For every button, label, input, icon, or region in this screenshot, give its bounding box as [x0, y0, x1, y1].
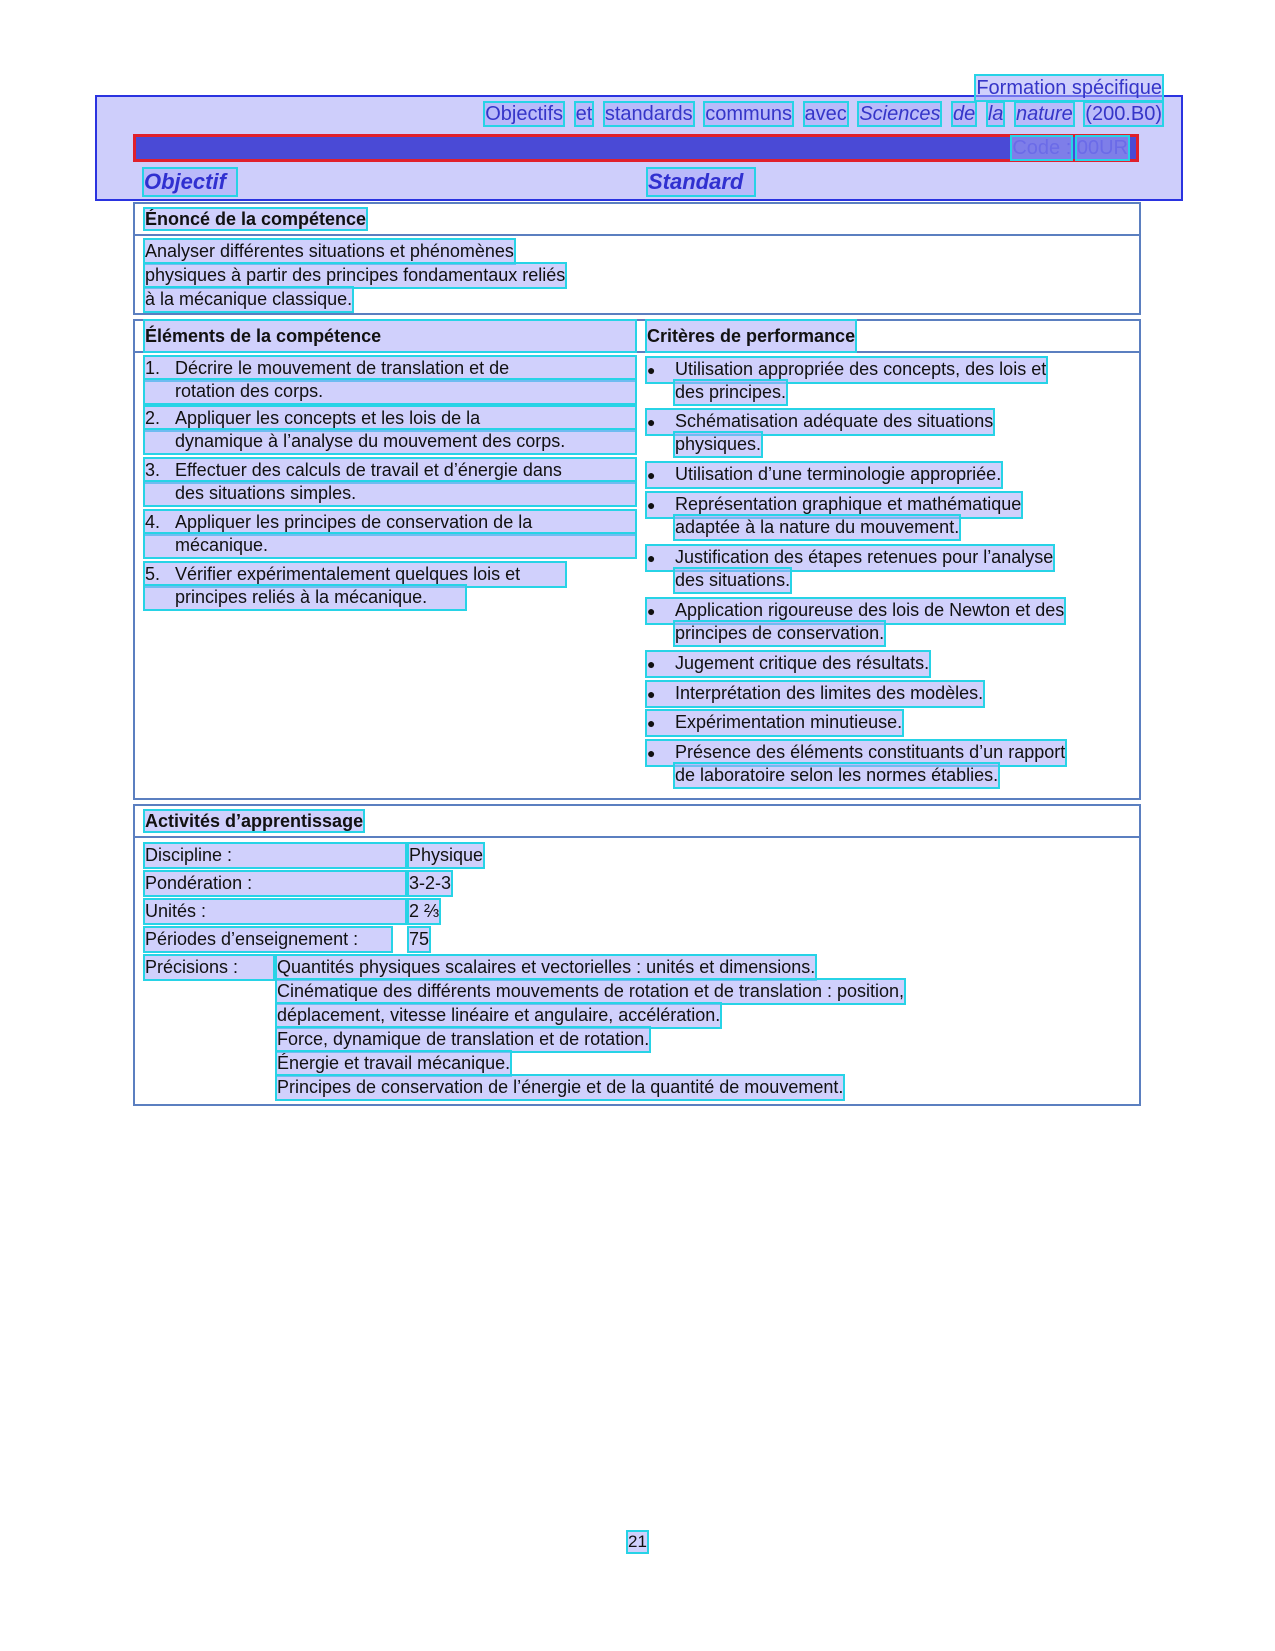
code-label: Code :: [1012, 137, 1072, 159]
criteria-item-cont: de laboratoire selon les normes établies.: [675, 765, 999, 785]
enonce-title: Énoncé de la compétence: [145, 209, 367, 229]
criteria-item: ● Présence des éléments constituants d’un rapport: [647, 741, 1065, 765]
page-number: 21: [628, 1532, 647, 1551]
ponderation-value: 3-2-3: [409, 873, 452, 893]
criteria-item: ● Représentation graphique et mathématique: [647, 493, 1021, 517]
objectifs-word: communs: [705, 103, 792, 125]
col-standard: Standard: [648, 169, 754, 195]
activites-box: [133, 804, 1141, 1106]
bullet-icon: ●: [647, 603, 656, 619]
precisions-line: Principes de conservation de l’énergie et de la quantité de mouvement.: [277, 1077, 844, 1097]
elements-box: [133, 319, 1141, 800]
element-item-cont: des situations simples.: [145, 482, 635, 505]
activites-title-row: [135, 806, 1139, 838]
objectifs-word: avec: [804, 103, 847, 125]
element-item-cont: rotation des corps.: [145, 380, 635, 403]
criteria-item-cont: des situations.: [675, 570, 791, 590]
enonce-line: Analyser différentes situations et phénomènes: [145, 241, 514, 261]
bullet-icon: ●: [647, 497, 656, 513]
discipline-label: Discipline :: [145, 844, 405, 867]
enonce-line: physiques à partir des principes fondamentaux reliés: [145, 265, 566, 285]
program-word: la: [987, 103, 1004, 125]
criteria-item-cont: des principes.: [675, 382, 787, 402]
program-word: Sciences: [859, 103, 941, 125]
bullet-icon: ●: [647, 414, 656, 430]
precisions-line: Énergie et travail mécanique.: [277, 1053, 511, 1073]
bullet-icon: ●: [647, 745, 656, 761]
code-value: 00UR: [1076, 137, 1128, 159]
element-item-cont: mécanique.: [145, 534, 635, 557]
element-item-cont: principes reliés à la mécanique.: [145, 586, 465, 609]
criteria-item: ● Justification des étapes retenues pour l’analyse: [647, 546, 1053, 570]
objectifs-word: Objectifs: [485, 103, 564, 125]
bullet-icon: ●: [647, 467, 656, 483]
periodes-value: 75: [409, 929, 430, 949]
program-word: nature: [1016, 103, 1073, 125]
precisions-label: Précisions :: [145, 956, 273, 979]
ponderation-label: Pondération :: [145, 872, 405, 895]
element-item: 4. Appliquer les principes de conservation de la: [145, 511, 635, 534]
criteria-item: ● Schématisation adéquate des situations: [647, 410, 993, 434]
unites-label: Unités :: [145, 900, 405, 923]
discipline-value: Physique: [409, 845, 484, 865]
criteria-item: ● Utilisation d’une terminologie appropriée.: [647, 463, 1001, 487]
precisions-line: Quantités physiques scalaires et vectorielles : unités et dimensions.: [277, 957, 816, 977]
objectifs-line: [478, 102, 1162, 126]
precisions-line: Force, dynamique de translation et de rotation.: [277, 1029, 650, 1049]
program-code: (200.B0): [1085, 103, 1162, 125]
objectifs-word: et: [575, 103, 593, 125]
criteria-title: Critères de performance: [647, 321, 855, 351]
objectifs-word: standards: [604, 103, 693, 125]
criteria-item-cont: principes de conservation.: [675, 623, 885, 643]
criteria-item-cont: adaptée à la nature du mouvement.: [675, 517, 960, 537]
enonce-line: à la mécanique classique.: [145, 289, 353, 309]
col-objectif: Objectif: [144, 169, 236, 195]
element-item: 5. Vérifier expérimentalement quelques lois et: [145, 563, 565, 586]
unites-value: 2 ⅔: [409, 901, 440, 921]
criteria-item: ● Utilisation appropriée des concepts, des lois et: [647, 358, 1046, 382]
precisions-line: déplacement, vitesse linéaire et angulaire, accélération.: [277, 1005, 721, 1025]
bullet-icon: ●: [647, 686, 656, 702]
code-text: [1012, 137, 1128, 159]
activites-title: Activités d’apprentissage: [145, 811, 364, 831]
criteria-item: ● Jugement critique des résultats.: [647, 652, 929, 676]
formation-label: Formation spécifique: [976, 77, 1162, 99]
element-item: 3. Effectuer des calculs de travail et d’énergie dans: [145, 459, 635, 482]
criteria-item: ● Application rigoureuse des lois de Newton et des: [647, 599, 1064, 623]
code-bar: [133, 134, 1139, 162]
bullet-icon: ●: [647, 362, 656, 378]
enonce-title-row: [135, 204, 1139, 236]
program-word: de: [953, 103, 976, 125]
element-item: 2. Appliquer les concepts et les lois de la: [145, 407, 635, 430]
criteria-item: ● Interprétation des limites des modèles.: [647, 682, 983, 706]
element-item: 1. Décrire le mouvement de translation et de: [145, 357, 635, 380]
criteria-item-cont: physiques.: [675, 434, 762, 454]
elements-title-row: [135, 321, 1139, 353]
precisions-line: Cinématique des différents mouvements de rotation et de translation : position,: [277, 981, 905, 1001]
criteria-item: ● Expérimentation minutieuse.: [647, 711, 902, 735]
bullet-icon: ●: [647, 550, 656, 566]
bullet-icon: ●: [647, 656, 656, 672]
element-item-cont: dynamique à l’analyse du mouvement des corps.: [145, 430, 635, 453]
periodes-label: Périodes d’enseignement :: [145, 928, 391, 951]
bullet-icon: ●: [647, 715, 656, 731]
elements-title: Éléments de la compétence: [145, 321, 635, 351]
enonce-box: [133, 202, 1141, 315]
